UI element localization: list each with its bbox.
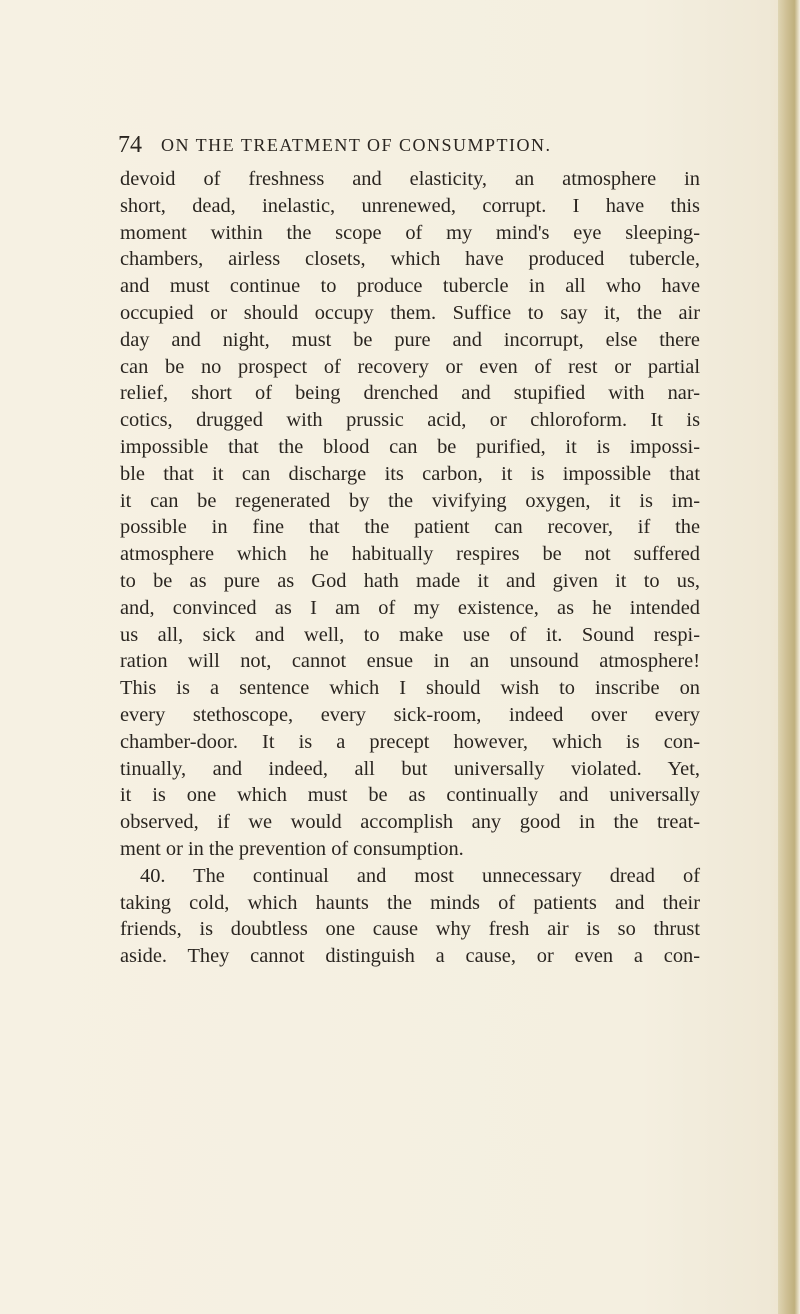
text-line: and must continue to produce tubercle in all who have [120, 275, 700, 298]
text-line: ration will not, cannot ensue in an unsound atmosphere! [120, 650, 700, 673]
text-line: it is one which must be as continually and universally [120, 784, 700, 807]
text-line: chambers, airless closets, which have produced tubercle, [120, 248, 700, 271]
text-line: and, convinced as I am of my existence, as he intended [120, 596, 700, 619]
text-line: occupied or should occupy them. Suffice to say it, the air [120, 301, 700, 324]
text-line: cotics, drugged with prussic acid, or chloroform. It is [120, 409, 700, 432]
text-line: us all, sick and well, to make use of it. Sound respi- [120, 623, 700, 646]
text-line: devoid of freshness and elasticity, an atmosphere in [120, 168, 700, 190]
text-line: short, dead, inelastic, unrenewed, corrupt. I have this [120, 194, 700, 217]
text-line: aside. They cannot distinguish a cause, or even a con- [120, 945, 700, 968]
page-edge [778, 0, 800, 1314]
text-line: ble that it can discharge its carbon, it is impossible that [120, 462, 700, 485]
text-line: relief, short of being drenched and stupified with nar- [120, 382, 700, 405]
text-line: impossible that the blood can be purified, it is impossi- [120, 435, 700, 458]
page-number: 74 [118, 132, 142, 158]
page-header [118, 130, 678, 160]
body-text [120, 166, 700, 970]
text-line: observed, if we would accomplish any good in the treat- [120, 811, 700, 834]
text-line: friends, is doubtless one cause why fresh air is so thrust [120, 918, 700, 941]
text-line: ment or in the prevention of consumption. [120, 837, 464, 860]
text-line: it can be regenerated by the vivifying oxygen, it is im- [120, 489, 700, 512]
text-line: atmosphere which he habitually respires be not suffered [120, 543, 700, 566]
text-line: every stethoscope, every sick-room, indeed over every [120, 703, 700, 726]
paragraph-start-line: 40. The continual and most unnecessary dread of [140, 864, 700, 887]
text-line: possible in fine that the patient can recover, if the [120, 516, 700, 539]
text-line: taking cold, which haunts the minds of patients and their [120, 891, 700, 914]
text-line: tinually, and indeed, all but universally violated. Yet, [120, 757, 700, 780]
text-line: day and night, must be pure and incorrupt, else there [120, 328, 700, 351]
text-line: This is a sentence which I should wish to inscribe on [120, 677, 700, 700]
text-line: moment within the scope of my mind's eye sleeping- [120, 221, 700, 244]
running-head: ON THE TREATMENT OF CONSUMPTION. [161, 135, 552, 155]
text-line: chamber-door. It is a precept however, which is con- [120, 730, 700, 753]
text-line: can be no prospect of recovery or even of rest or partial [120, 355, 700, 378]
text-line: to be as pure as God hath made it and given it to us, [120, 569, 700, 592]
